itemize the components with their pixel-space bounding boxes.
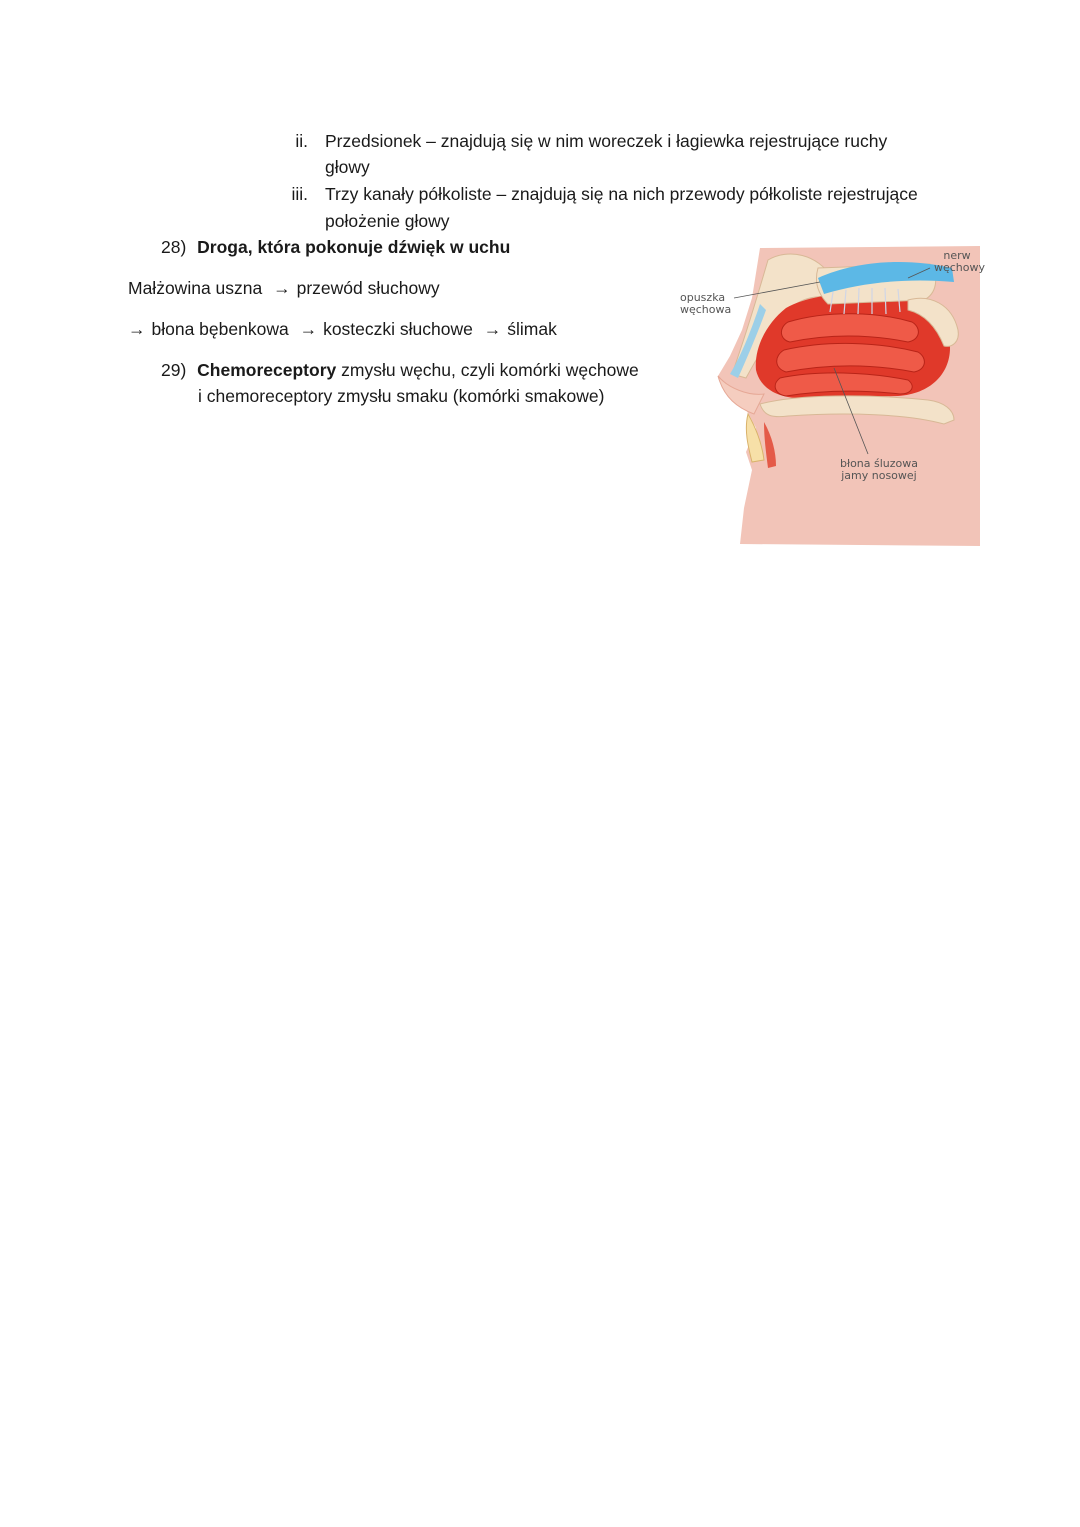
label-olfactory-bulb-line2: węchowa: [680, 303, 732, 316]
label-nasal-mucosa-line2: jamy nosowej: [841, 469, 917, 482]
list-number-ii: ii.: [295, 131, 308, 151]
nasal-cavity-illustration: [668, 238, 986, 550]
list-number-iii: iii.: [291, 184, 308, 204]
item-28-number: 28): [161, 237, 187, 257]
nasal-cavity-figure: [668, 238, 986, 550]
label-olfactory-nerve-line2: węchowy: [934, 261, 986, 274]
arrow-right-icon: →: [299, 319, 318, 339]
label-olfactory-nerve: [934, 249, 986, 274]
path-step-2: przewód słuchowy: [296, 278, 440, 298]
path-step-4: kosteczki słuchowe: [323, 319, 473, 339]
item-29-line2: i chemoreceptory zmysłu smaku (komórki smakowe): [198, 386, 605, 406]
label-olfactory-bulb-line1: opuszka: [680, 291, 726, 304]
list-item-ii-line2: głowy: [325, 157, 370, 177]
label-nasal-mucosa-line1: błona śluzowa: [839, 457, 919, 470]
item-28-title: Droga, która pokonuje dźwięk w uchu: [197, 237, 511, 257]
label-olfactory-nerve-line1: nerw: [943, 249, 971, 262]
item-29-bold-term: Chemoreceptory: [197, 360, 337, 380]
label-nasal-mucosa: [838, 458, 920, 482]
path-step-1: Małżowina uszna: [128, 278, 263, 298]
sound-path-line2: [128, 316, 557, 342]
arrow-right-icon: →: [273, 278, 291, 298]
item-28-heading: [161, 234, 510, 260]
label-olfactory-bulb: [680, 292, 740, 316]
arrow-right-icon: →: [483, 319, 502, 339]
item-29-number: 29): [161, 360, 187, 380]
path-step-3: błona bębenkowa: [151, 319, 289, 339]
list-item-iii-line1: Trzy kanały półkoliste – znajdują się na nich przewody półkoliste rejestrujące: [325, 184, 918, 204]
arrow-right-icon: →: [128, 319, 146, 339]
list-item-ii-line1: Przedsionek – znajdują się w nim woreczek i łagiewka rejestrujące ruchy: [325, 131, 888, 151]
item-29-rest: zmysłu węchu, czyli komórki węchowe: [341, 360, 639, 380]
path-step-5: ślimak: [507, 319, 557, 339]
sound-path-line1: [128, 275, 440, 301]
list-item-iii-line2: położenie głowy: [325, 211, 450, 231]
item-29-line1: [161, 357, 639, 383]
